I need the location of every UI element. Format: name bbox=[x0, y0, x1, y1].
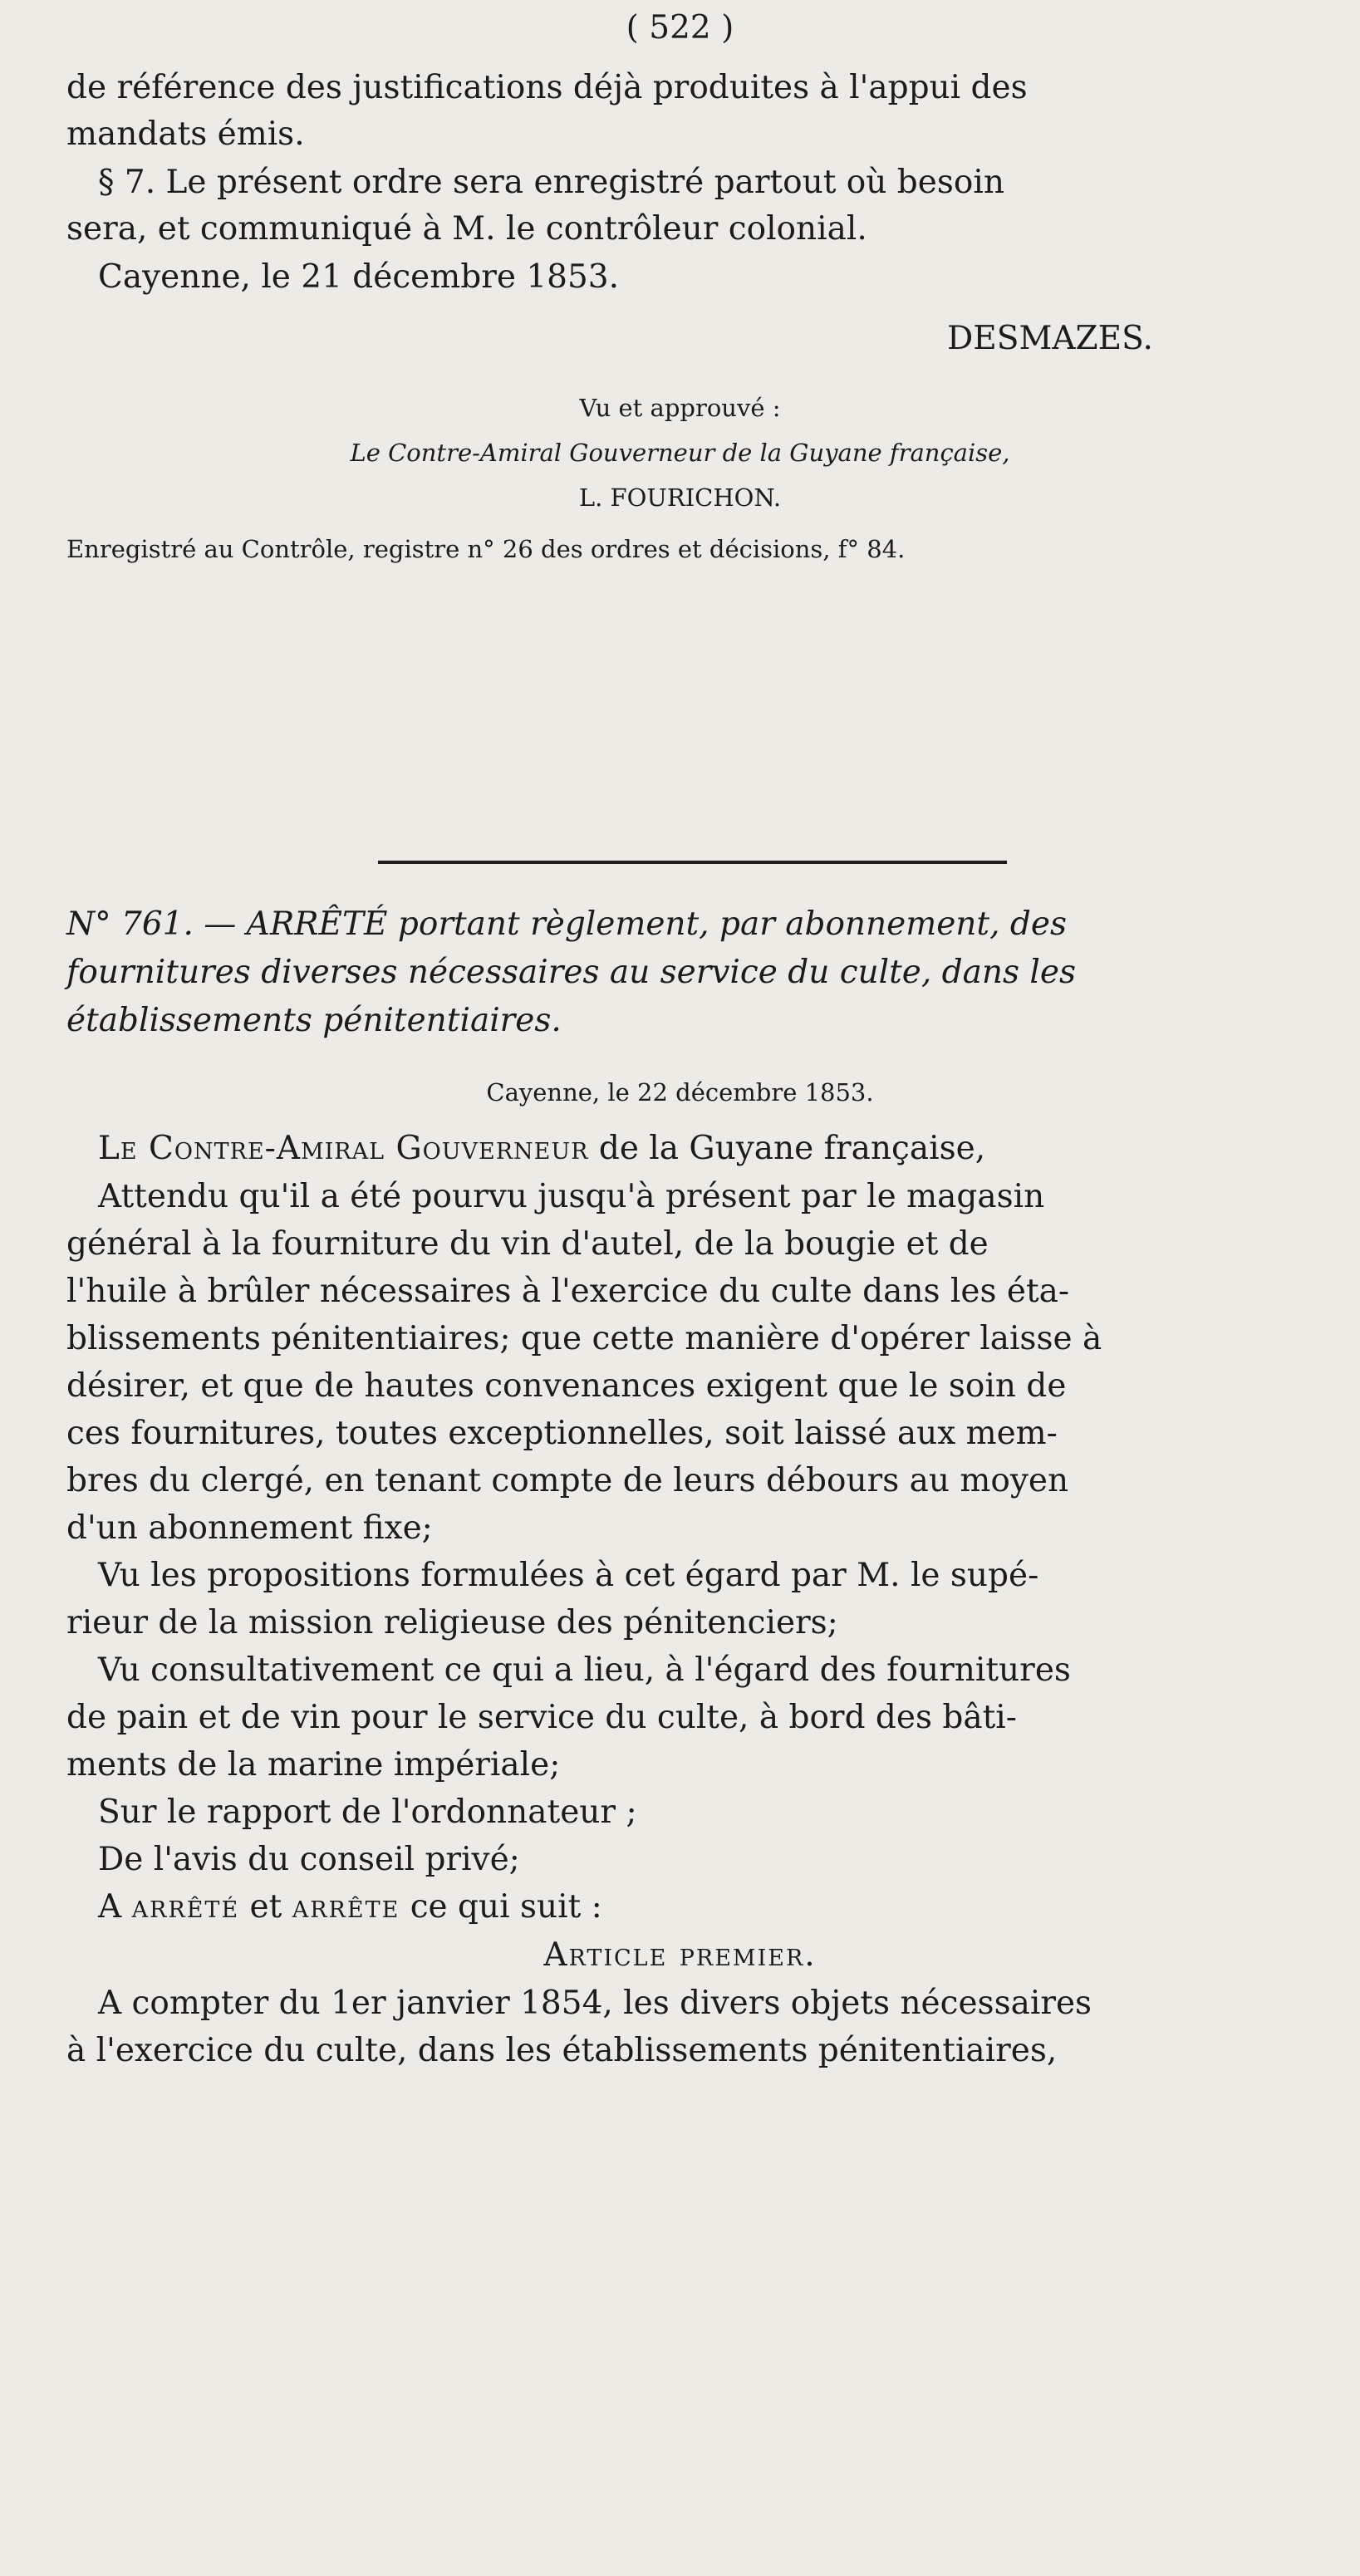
body-line: Vu consultativement ce qui a lieu, à l'égard des fournitures bbox=[98, 1651, 1071, 1689]
decree-arrete-present: arrête bbox=[292, 1888, 400, 1926]
text-line: mandats émis. bbox=[66, 115, 305, 153]
act-title-line: N° 761. — ARRÊTÉ portant règlement, par abonnement, des bbox=[66, 905, 1067, 943]
intro-caps: Le Contre-Amiral Gouverneur bbox=[98, 1130, 589, 1167]
body-line: Sur le rapport de l'ordonnateur ; bbox=[98, 1793, 637, 1831]
intro-rest: de la Guyane française, bbox=[588, 1130, 986, 1167]
body-line: désirer, et que de hautes convenances exigent que le soin de bbox=[66, 1367, 1067, 1405]
approval-name: L. FOURICHON. bbox=[578, 483, 782, 512]
body-line: ces fournitures, toutes exceptionnelles, soit laissé aux mem- bbox=[66, 1415, 1058, 1452]
approval-label: Vu et approuvé : bbox=[579, 394, 781, 422]
article-heading: Article premier. bbox=[543, 1936, 817, 1974]
text-line: Cayenne, le 21 décembre 1853. bbox=[98, 258, 619, 296]
act-title-line: fournitures diverses nécessaires au service du culte, dans les bbox=[66, 954, 1076, 991]
approval-title: Le Contre-Amiral Gouverneur de la Guyane française, bbox=[350, 439, 1010, 467]
text-line: de référence des justifications déjà produites à l'appui des bbox=[66, 69, 1028, 106]
decree-arrete-past: arrêté bbox=[131, 1888, 240, 1926]
article-line: à l'exercice du culte, dans les établissements pénitentiaires, bbox=[66, 2032, 1058, 2069]
body-line: l'huile à brûler nécessaires à l'exercice du culte dans les éta- bbox=[66, 1273, 1070, 1310]
decree-et: et bbox=[239, 1888, 292, 1926]
body-line: Vu les propositions formulées à cet égard par M. le supé- bbox=[98, 1557, 1039, 1594]
text-line: § 7. Le présent ordre sera enregistré partout où besoin bbox=[98, 164, 1004, 201]
body-line: ments de la marine impériale; bbox=[66, 1746, 561, 1784]
act-title-line: établissements pénitentiaires. bbox=[66, 1002, 562, 1039]
body-line: général à la fourniture du vin d'autel, de la bougie et de bbox=[66, 1225, 989, 1263]
text-line: sera, et communiqué à M. le contrôleur colonial. bbox=[66, 210, 867, 248]
body-line: Attendu qu'il a été pourvu jusqu'à présent par le magasin bbox=[98, 1178, 1045, 1215]
body-line: bres du clergé, en tenant compte de leurs débours au moyen bbox=[66, 1462, 1069, 1499]
registration-note: Enregistré au Contrôle, registre n° 26 des ordres et décisions, f° 84. bbox=[66, 535, 906, 563]
decree-rest: ce qui suit : bbox=[400, 1888, 602, 1926]
page-number: ( 522 ) bbox=[626, 9, 734, 47]
body-line: De l'avis du conseil privé; bbox=[98, 1841, 520, 1878]
body-line: d'un abonnement fixe; bbox=[66, 1509, 433, 1547]
act-intro bbox=[98, 1132, 985, 1165]
decree-a: A bbox=[98, 1888, 132, 1926]
article-line: A compter du 1er janvier 1854, les divers objets nécessaires bbox=[98, 1985, 1092, 2022]
body-line: rieur de la mission religieuse des pénitenciers; bbox=[66, 1604, 838, 1641]
section-divider bbox=[378, 861, 1007, 864]
act-date: Cayenne, le 22 décembre 1853. bbox=[486, 1078, 874, 1106]
decree-line bbox=[98, 1888, 602, 1926]
body-line: blissements pénitentiaires; que cette manière d'opérer laisse à bbox=[66, 1320, 1102, 1357]
signature: DESMAZES. bbox=[947, 320, 1153, 357]
body-line: de pain et de vin pour le service du culte, à bord des bâti- bbox=[66, 1699, 1017, 1736]
